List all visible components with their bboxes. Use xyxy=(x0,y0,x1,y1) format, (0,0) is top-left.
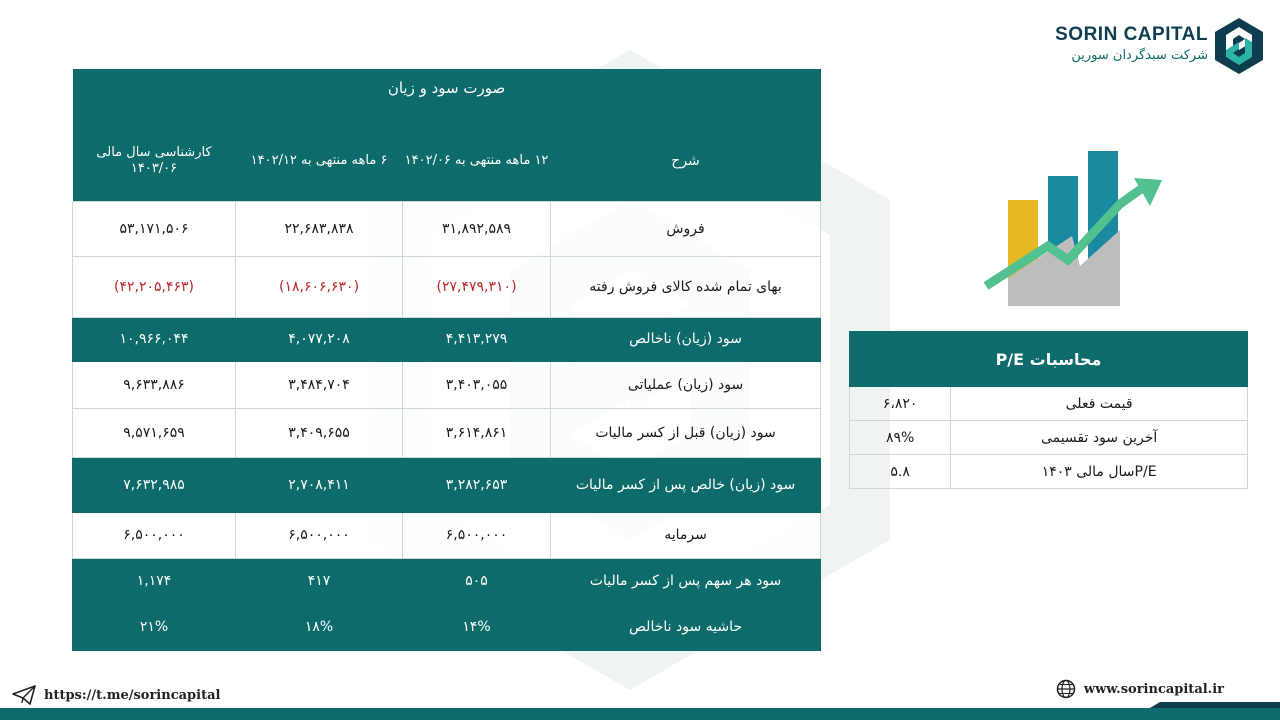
table-row xyxy=(73,558,821,603)
cell-value: ۱۰,۹۶۶,۰۴۴ xyxy=(73,317,236,361)
cell-value: ۳,۶۱۴,۸۶۱ xyxy=(403,408,551,457)
row-label: بهای تمام شده کالای فروش رفته xyxy=(551,256,821,317)
row-label: سود (زیان) عملیاتی xyxy=(551,361,821,408)
cell-value: ۱۸% xyxy=(236,603,403,650)
column-header: ۱۲ ماهه منتهی به ۱۴۰۲/۰۶ xyxy=(403,121,551,201)
cell-value: ۳,۴۰۳,۰۵۵ xyxy=(403,361,551,408)
cell-value: ۵۳,۱۷۱,۵۰۶ xyxy=(73,201,236,256)
cell-value: ۴,۴۱۳,۲۷۹ xyxy=(403,317,551,361)
growth-chart-icon xyxy=(980,148,1165,306)
pe-label: آخرین سود تقسیمی xyxy=(950,421,1247,454)
globe-icon xyxy=(1056,679,1076,699)
table-row xyxy=(73,512,821,558)
row-label: سود هر سهم پس از کسر مالیات xyxy=(551,558,821,603)
pe-row xyxy=(849,455,1248,489)
cell-value: ۶,۵۰۰,۰۰۰ xyxy=(73,512,236,558)
table-row xyxy=(73,408,821,457)
cell-value: ۲۱% xyxy=(73,603,236,650)
cell-value: ۱۴% xyxy=(403,603,551,650)
pe-label: قیمت فعلی xyxy=(950,387,1247,420)
brand-hexagon-icon xyxy=(1214,17,1264,75)
cell-value: ۳,۴۸۴,۷۰۴ xyxy=(236,361,403,408)
pe-row xyxy=(849,387,1248,421)
table-title: صورت سود و زیان xyxy=(73,69,821,121)
row-label: سرمایه xyxy=(551,512,821,558)
cell-value: ۹,۶۳۳,۸۸۶ xyxy=(73,361,236,408)
column-header: شرح xyxy=(551,121,821,201)
cell-value: ۴۱۷ xyxy=(236,558,403,603)
row-label: سود (زیان) ناخالص xyxy=(551,317,821,361)
column-header: ۶ ماهه منتهی به ۱۴۰۲/۱۲ xyxy=(236,121,403,201)
cell-value: ۴,۰۷۷,۲۰۸ xyxy=(236,317,403,361)
cell-value: ۲۲,۶۸۳,۸۳۸ xyxy=(236,201,403,256)
telegram-url: https://t.me/sorincapital xyxy=(44,687,221,703)
row-label: سود (زیان) خالص پس از کسر مالیات xyxy=(551,457,821,512)
cell-value: ۳,۴۰۹,۶۵۵ xyxy=(236,408,403,457)
cell-value: (۱۸,۶۰۶,۶۳۰) xyxy=(236,256,403,317)
cell-value: ۶,۵۰۰,۰۰۰ xyxy=(403,512,551,558)
website-url: www.sorincapital.ir xyxy=(1083,681,1224,697)
brand-subtitle: شرکت سبدگردان سورین xyxy=(1071,48,1208,63)
telegram-icon xyxy=(12,685,36,705)
row-label: فروش xyxy=(551,201,821,256)
pe-title: محاسبات P/E xyxy=(849,331,1248,387)
income-statement-table xyxy=(72,69,821,651)
cell-value: (۴۲,۲۰۵,۴۶۳) xyxy=(73,256,236,317)
table-row xyxy=(73,317,821,361)
brand-name: SORIN CAPITAL xyxy=(1055,24,1208,45)
cell-value: ۵۰۵ xyxy=(403,558,551,603)
cell-value: ۳,۲۸۲,۶۵۳ xyxy=(403,457,551,512)
pe-value: ۶،۸۲۰ xyxy=(882,395,918,412)
cell-value: ۳۱,۸۹۲,۵۸۹ xyxy=(403,201,551,256)
pe-value: ۸۹% xyxy=(885,429,915,446)
table-row xyxy=(73,256,821,317)
brand-logo-text xyxy=(1055,24,1208,63)
cell-value: ۱,۱۷۴ xyxy=(73,558,236,603)
cell-value: ۲,۷۰۸,۴۱۱ xyxy=(236,457,403,512)
row-label: سود (زیان) قبل از کسر مالیات xyxy=(551,408,821,457)
pe-row xyxy=(849,421,1248,455)
table-row xyxy=(73,603,821,650)
row-label: حاشیه سود ناخالص xyxy=(551,603,821,650)
table-row xyxy=(73,361,821,408)
table-row xyxy=(73,201,821,256)
pe-label: P/Eسال مالی ۱۴۰۳ xyxy=(950,455,1247,488)
table-row xyxy=(73,457,821,512)
cell-value: ۷,۶۳۲,۹۸۵ xyxy=(73,457,236,512)
pe-value: ۵.۸ xyxy=(890,463,910,480)
cell-value: ۶,۵۰۰,۰۰۰ xyxy=(236,512,403,558)
cell-value: ۹,۵۷۱,۶۵۹ xyxy=(73,408,236,457)
pe-calculation-box xyxy=(849,331,1248,489)
telegram-link[interactable] xyxy=(12,685,220,705)
column-header: کارشناسی سال مالی ۱۴۰۳/۰۶ xyxy=(73,121,236,201)
website-link[interactable] xyxy=(1056,679,1224,699)
cell-value: (۲۷,۴۷۹,۳۱۰) xyxy=(403,256,551,317)
